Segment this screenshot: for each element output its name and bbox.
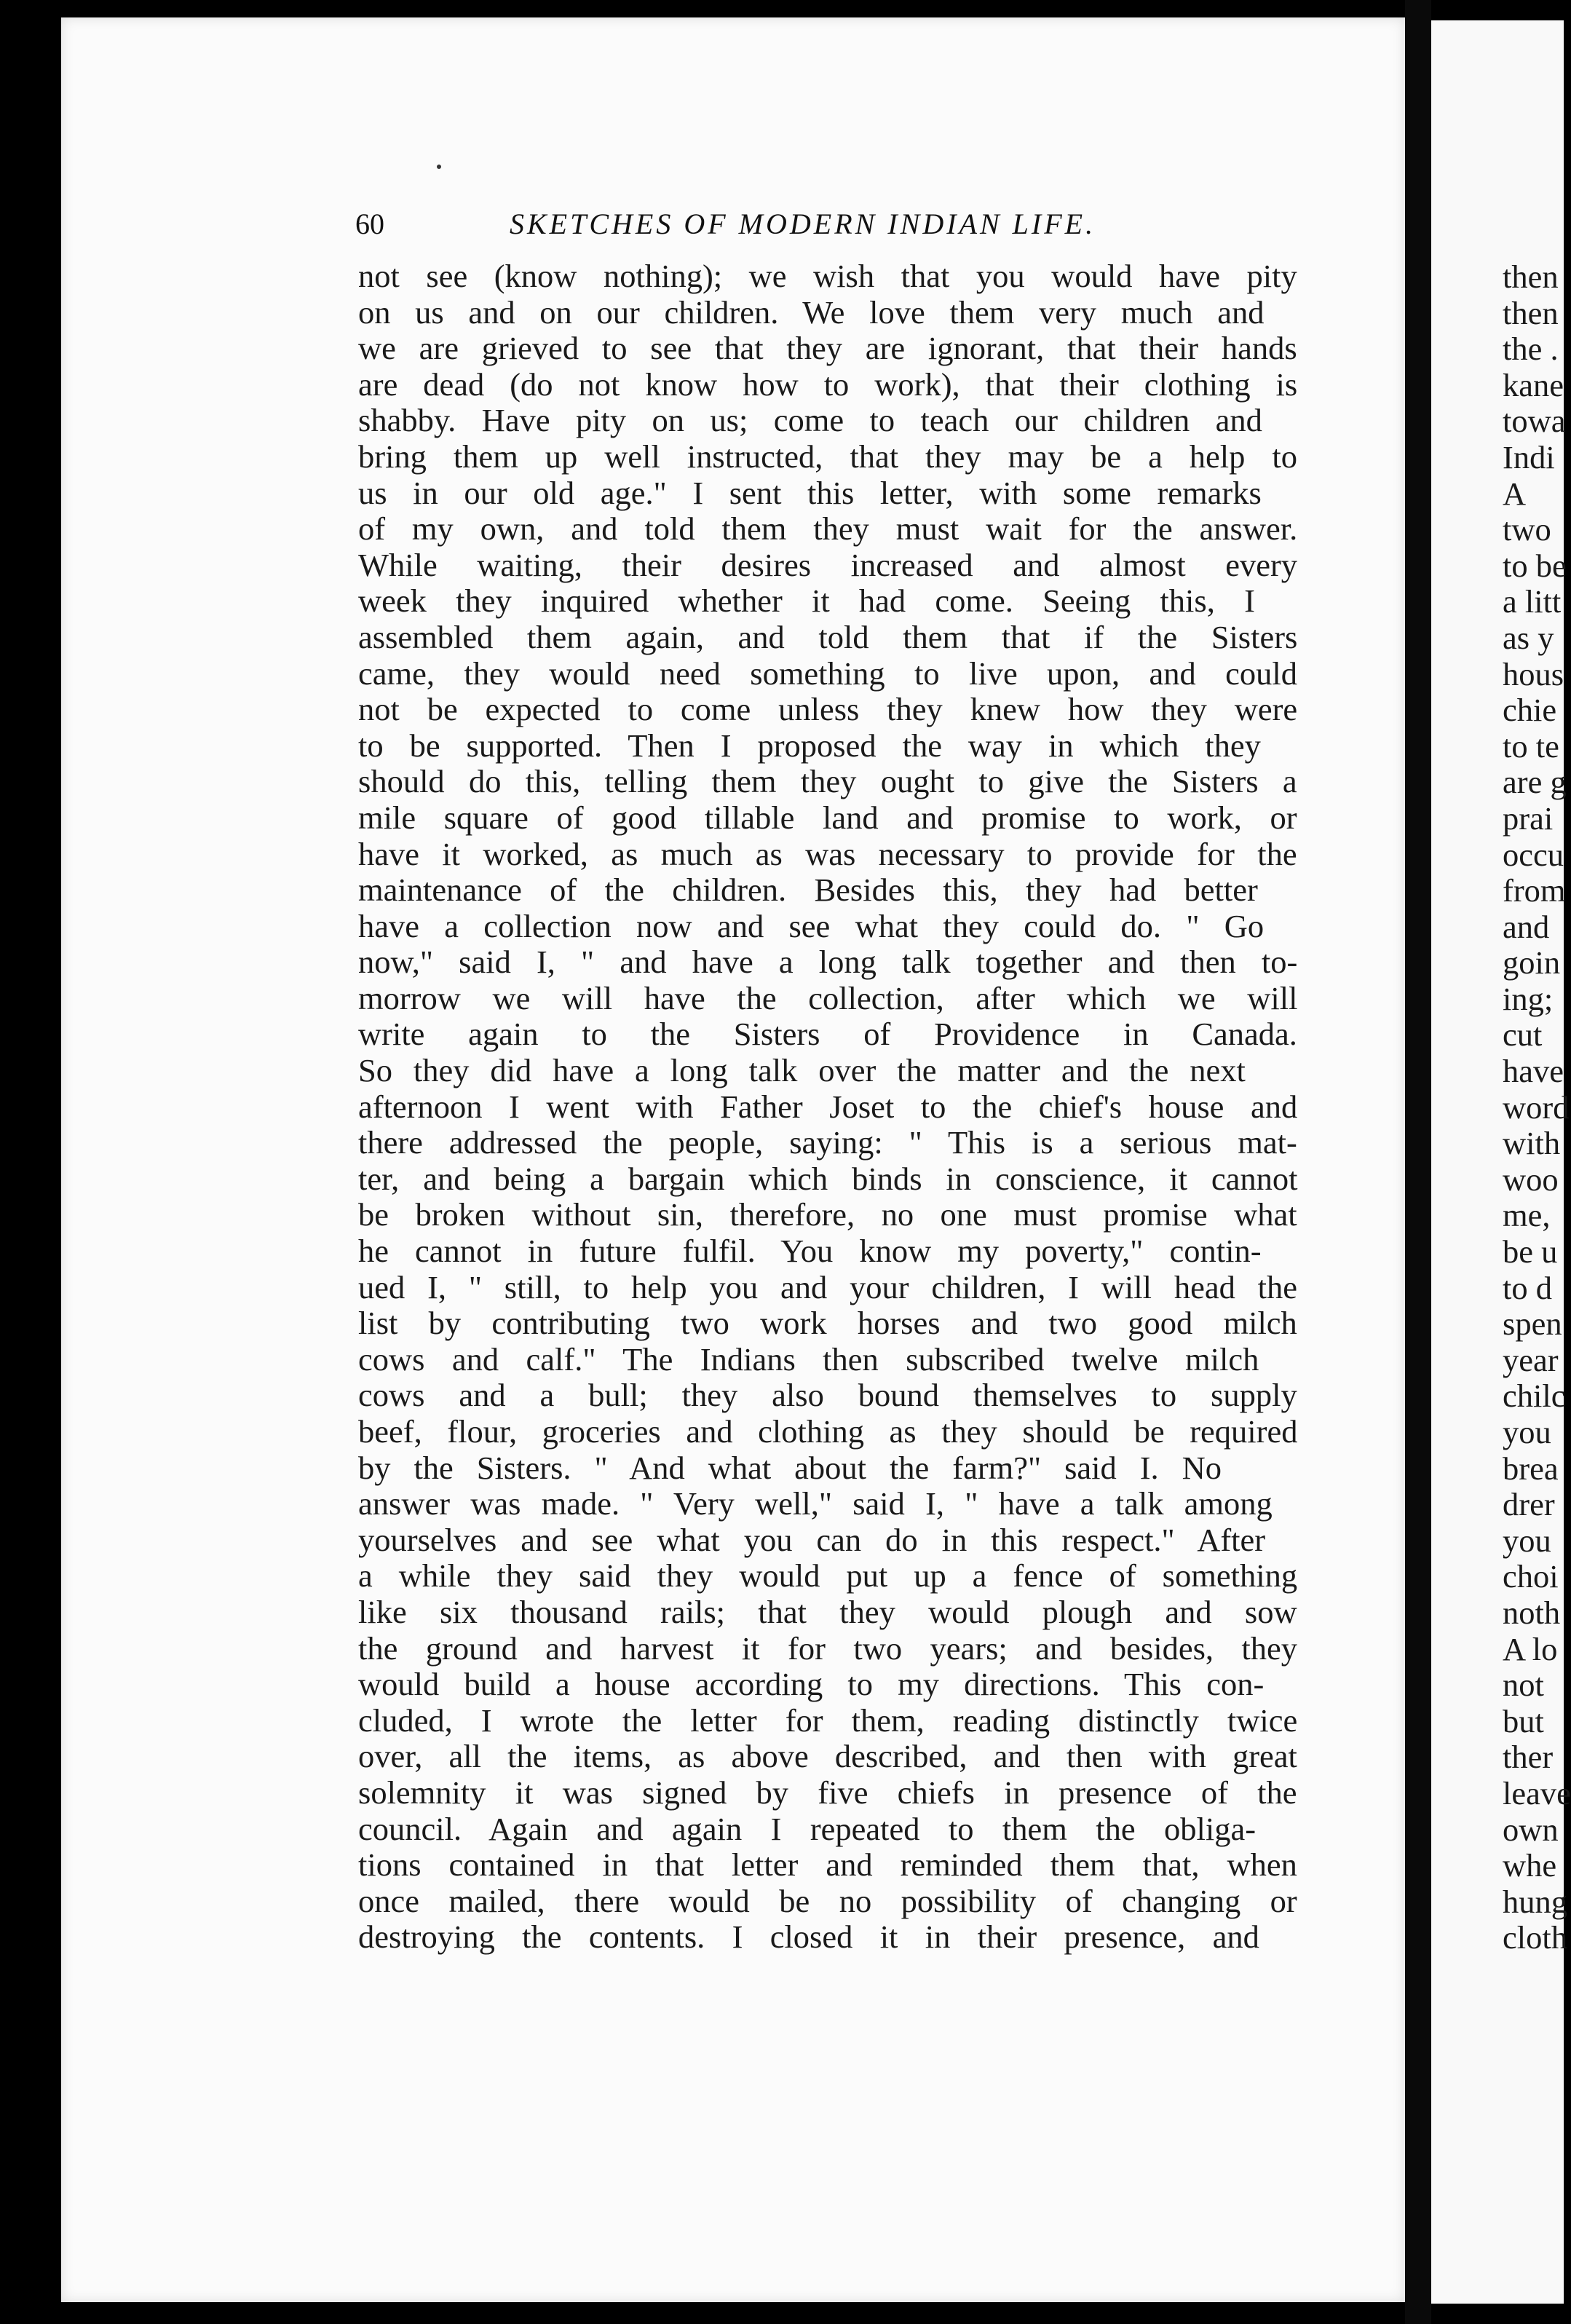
text-line: maintenance of the children. Besides this, they had better (358, 872, 1258, 909)
right-page-line: word (1503, 1088, 1570, 1126)
text-line: yourselves and see what you can do in this respect." After (358, 1521, 1266, 1558)
book-gutter (1405, 0, 1431, 2324)
text-line: cows and calf." The Indians then subscribed twelve milch (358, 1340, 1259, 1378)
right-page-line: occu (1503, 836, 1564, 873)
right-page-line: with (1503, 1125, 1561, 1162)
right-page-line: as y (1503, 619, 1554, 656)
text-line: ued I, " still, to help you and your children, I will head the (358, 1268, 1298, 1305)
right-page-line: two (1503, 511, 1551, 548)
text-line: like six thousand rails; that they would plough and sow (358, 1593, 1297, 1630)
right-page-line: chie (1503, 692, 1557, 729)
right-page-line: to be (1503, 547, 1567, 584)
text-line: be broken without sin, therefore, no one must promise what (358, 1196, 1297, 1233)
body-text (358, 258, 1305, 1956)
right-page-line: a litt (1503, 583, 1562, 620)
right-page-line: and (1503, 908, 1550, 945)
text-line: tions contained in that letter and reminded them that, when (358, 1846, 1297, 1884)
right-page-line: then (1503, 258, 1559, 295)
right-page-line: towa (1503, 403, 1566, 440)
text-line: write again to the Sisters of Providence in Canada. (358, 1016, 1297, 1053)
text-line: on us and on our children. We love them very much and (358, 293, 1265, 331)
right-page (1431, 20, 1571, 2304)
text-line: of my own, and told them they must wait for the answer. (358, 510, 1298, 548)
text-line: destroying the contents. I closed it in their presence, and (358, 1918, 1259, 1956)
text-line: over, all the items, as above described, and then with great (358, 1738, 1297, 1775)
right-page-line: from (1503, 872, 1566, 909)
right-page-line: drer (1503, 1486, 1555, 1523)
text-line: While waiting, their desires increased and almost every (358, 546, 1298, 583)
text-line: solemnity it was signed by five chiefs in presence of the (358, 1774, 1297, 1811)
right-page-line: me, (1503, 1197, 1551, 1234)
right-page-line: then (1503, 294, 1559, 331)
text-line: a while they said they would put up a fence of something (358, 1557, 1298, 1594)
right-page-line: prai (1503, 799, 1554, 837)
right-page-line: leave (1503, 1774, 1571, 1811)
text-line: he cannot in future fulfil. You know my poverty," contin- (358, 1233, 1262, 1270)
text-line: bring them up well instructed, that they may be a help to (358, 438, 1297, 475)
right-page-line: brea (1503, 1450, 1559, 1487)
text-line: by the Sisters. " And what about the farm?" said I. No (358, 1449, 1222, 1486)
text-line: came, they would need something to live upon, and could (358, 655, 1297, 692)
right-page-line: ther (1503, 1739, 1554, 1776)
text-line: not be expected to come unless they knew how they were (358, 691, 1298, 728)
page-number: 60 (355, 208, 384, 240)
right-page-line: hous (1503, 655, 1564, 692)
right-page-text (1503, 259, 1571, 1956)
text-line: morrow we will have the collection, after which we will (358, 979, 1298, 1016)
text-line: answer was made. " Very well," said I, " have a talk among (358, 1485, 1273, 1522)
text-line: list by contributing two work horses and two good milch (358, 1305, 1297, 1342)
right-page-line: but (1503, 1702, 1544, 1739)
right-page-line: cut (1503, 1016, 1543, 1054)
right-page-line: year (1503, 1341, 1559, 1378)
text-line: would build a house according to my directions. This con- (358, 1666, 1265, 1703)
text-line: afternoon I went with Father Joset to the chief's house and (358, 1088, 1298, 1125)
right-page-line: hung (1503, 1883, 1567, 1920)
text-line: us in our old age." I sent this letter, with some remarks (358, 474, 1262, 511)
text-line: are dead (do not know how to work), that their clothing is (358, 365, 1298, 403)
right-page-line: ing; (1503, 980, 1554, 1017)
text-line: cluded, I wrote the letter for them, reading distinctly twice (358, 1702, 1298, 1739)
right-page-line: are g (1503, 764, 1567, 801)
right-page-line: A lo (1503, 1630, 1558, 1667)
right-page-line: chilc (1503, 1378, 1566, 1415)
text-line: to be supported. Then I proposed the way in which they (358, 727, 1261, 764)
right-page-line: cloth (1503, 1919, 1567, 1956)
page-header (355, 197, 1302, 255)
right-page-line: have (1503, 1053, 1564, 1090)
text-line: So they did have a long talk over the matter and the next (358, 1052, 1246, 1089)
right-page-line: you (1503, 1414, 1551, 1450)
scan-speck (437, 165, 441, 169)
right-page-line: the . (1503, 331, 1559, 368)
right-page-line: kane (1503, 366, 1564, 403)
right-page-line: choi (1503, 1558, 1559, 1595)
right-page-line: you (1503, 1522, 1551, 1559)
text-line: have a collection now and see what they could do. " Go (358, 907, 1265, 944)
right-page-line: to d (1503, 1269, 1552, 1306)
right-page-line: own (1503, 1811, 1559, 1848)
text-line: cows and a bull; they also bound themselves to supply (358, 1377, 1297, 1414)
text-line: have it worked, as much as was necessary to provide for the (358, 835, 1297, 872)
text-line: mile square of good tillable land and promise to work, or (358, 799, 1297, 836)
right-page-line: goin (1503, 944, 1561, 981)
right-page-line: not (1503, 1667, 1544, 1704)
text-line: there addressed the people, saying: " This is a serious mat- (358, 1124, 1297, 1161)
text-line: week they inquired whether it had come. Seeing this, I (358, 582, 1255, 620)
text-line: ter, and being a bargain which binds in conscience, it cannot (358, 1160, 1298, 1197)
text-line: shabby. Have pity on us; come to teach our children and (358, 402, 1262, 439)
right-page-line: A (1503, 475, 1527, 512)
text-line: we are grieved to see that they are ignorant, that their hands (358, 330, 1297, 367)
text-line: now," said I, " and have a long talk together and then to- (358, 944, 1298, 981)
text-line: assembled them again, and told them that if the Sisters (358, 618, 1298, 655)
text-line: council. Again and again I repeated to them the obliga- (358, 1810, 1257, 1847)
text-line: beef, flour, groceries and clothing as they should be required (358, 1413, 1298, 1450)
right-page-line: be u (1503, 1233, 1558, 1270)
text-line: the ground and harvest it for two years; and besides, they (358, 1629, 1298, 1667)
right-page-line: noth (1503, 1594, 1561, 1631)
right-page-line: spen (1503, 1305, 1562, 1343)
text-line: should do this, telling them they ought to give the Sisters a (358, 763, 1297, 800)
text-line: once mailed, there would be no possibility of changing or (358, 1882, 1297, 1919)
right-page-line: whe (1503, 1847, 1557, 1884)
running-title: SKETCHES OF MODERN INDIAN LIFE. (510, 208, 1096, 240)
right-page-line: woo (1503, 1161, 1559, 1198)
right-page-line: to te (1503, 727, 1559, 764)
right-page-line: Indi (1503, 438, 1555, 475)
text-line: not see (know nothing); we wish that you would have pity (358, 258, 1297, 294)
